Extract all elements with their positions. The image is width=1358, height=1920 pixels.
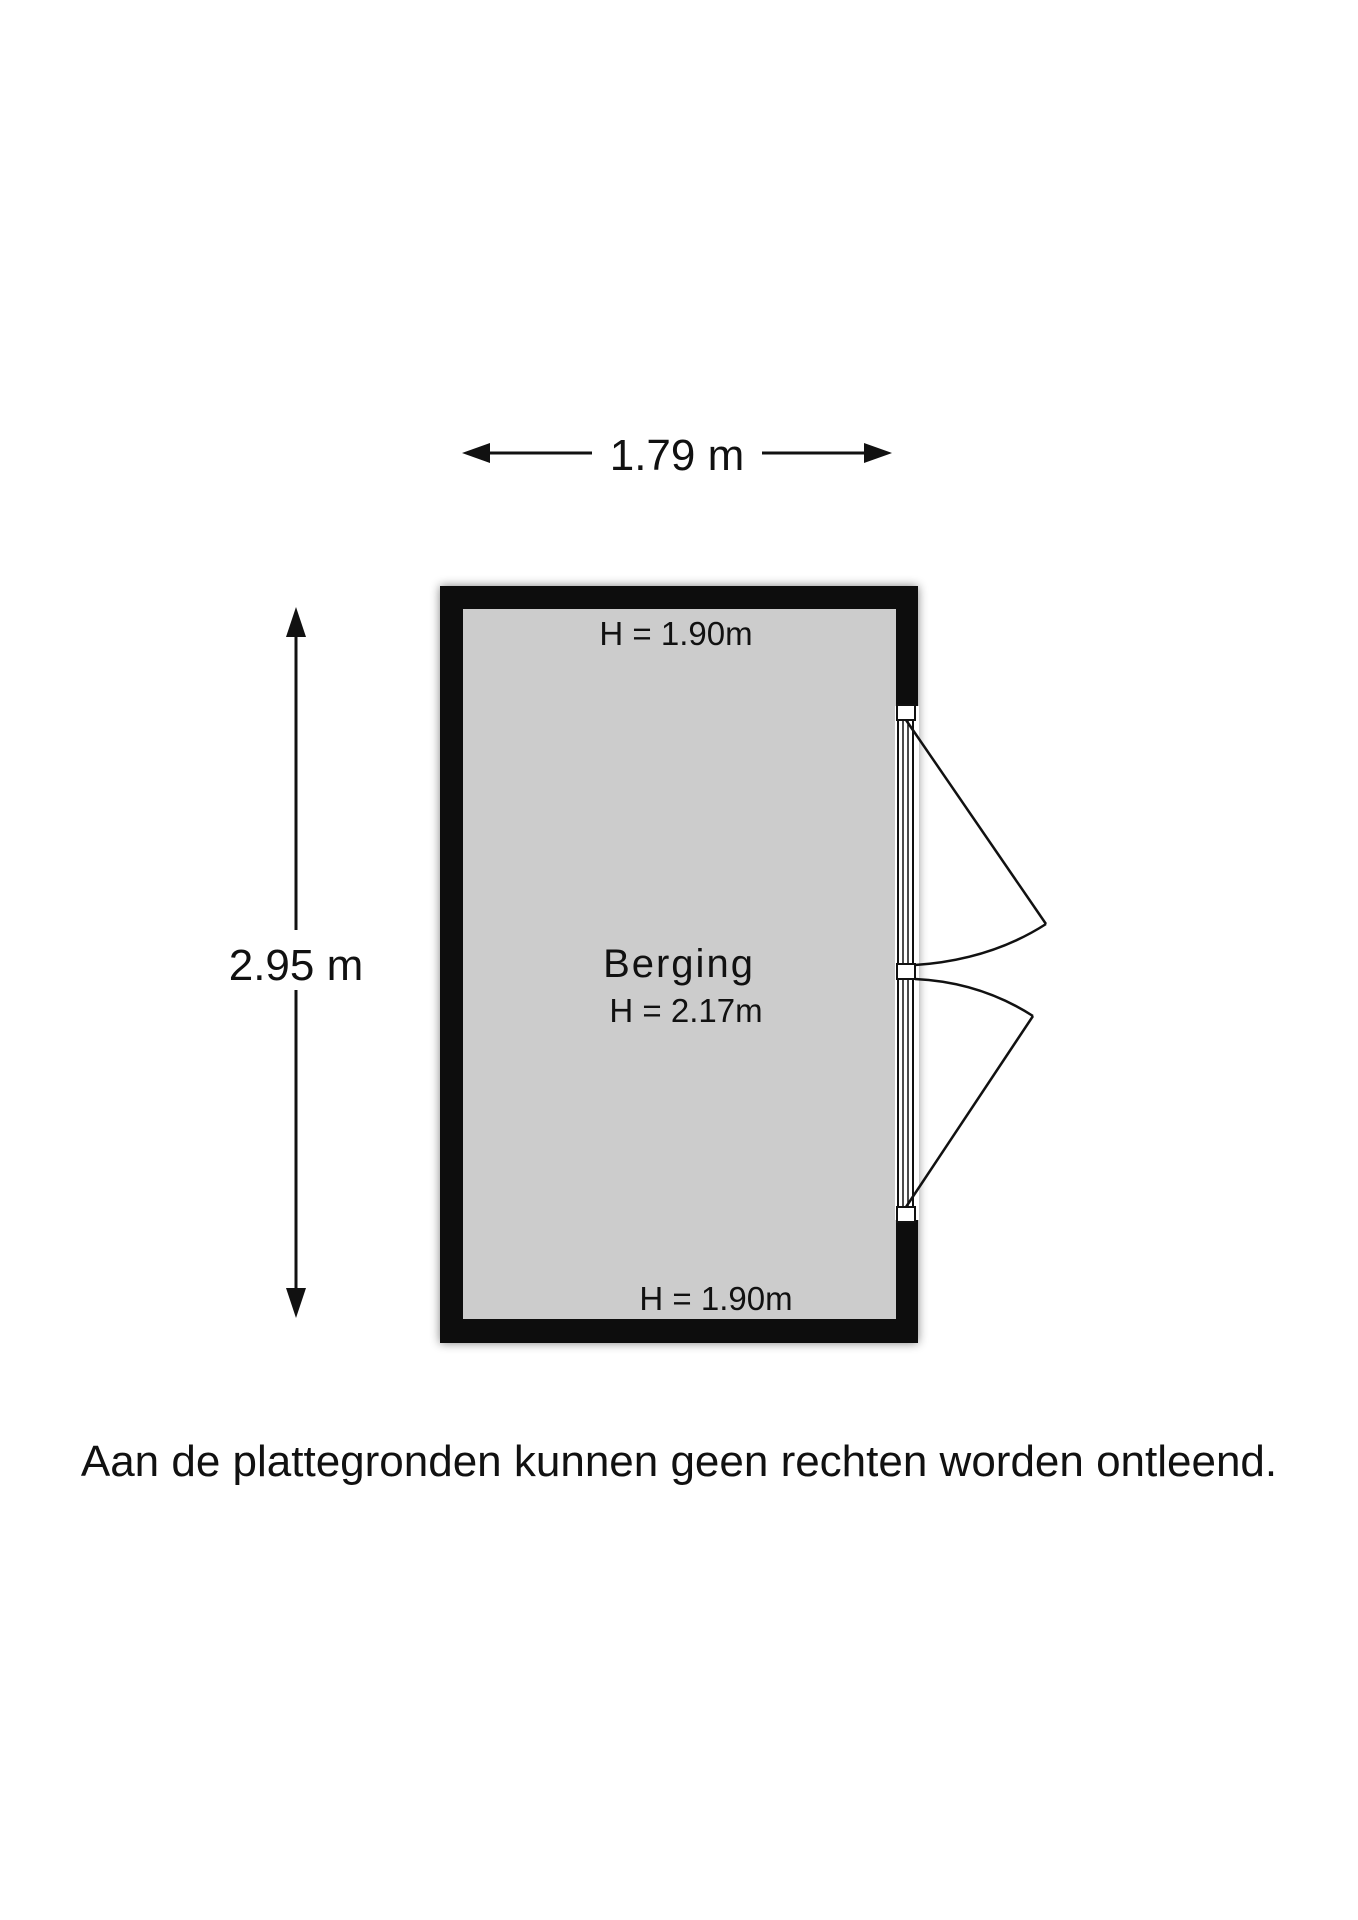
room-name: Berging bbox=[603, 942, 755, 986]
door-post-bottom bbox=[897, 1207, 915, 1222]
disclaimer-text: Aan de plattegronden kunnen geen rechten worden ontleend. bbox=[80, 1437, 1278, 1486]
double-door bbox=[897, 705, 1046, 1222]
room-height: H = 2.17m bbox=[609, 992, 763, 1029]
depth-dimension bbox=[229, 607, 364, 1318]
door-swing-upper bbox=[915, 924, 1046, 965]
width-dimension bbox=[462, 431, 892, 480]
door-post-top bbox=[897, 705, 915, 720]
door-swing-lower bbox=[915, 979, 1033, 1016]
ceiling-height-top: H = 1.90m bbox=[599, 615, 753, 652]
arrow-down-icon bbox=[286, 1288, 306, 1318]
ceiling-height-bottom: H = 1.90m bbox=[639, 1280, 793, 1317]
door-leaf-lower bbox=[906, 1016, 1033, 1207]
depth-dimension-label: 2.95 m bbox=[228, 941, 364, 990]
room-berging bbox=[440, 586, 1046, 1343]
door-leaf-upper bbox=[906, 720, 1046, 924]
arrow-left-icon bbox=[462, 443, 490, 463]
width-dimension-label: 1.79 m bbox=[609, 431, 745, 480]
door-post-middle bbox=[897, 964, 915, 979]
arrow-right-icon bbox=[864, 443, 892, 463]
arrow-up-icon bbox=[286, 607, 306, 637]
